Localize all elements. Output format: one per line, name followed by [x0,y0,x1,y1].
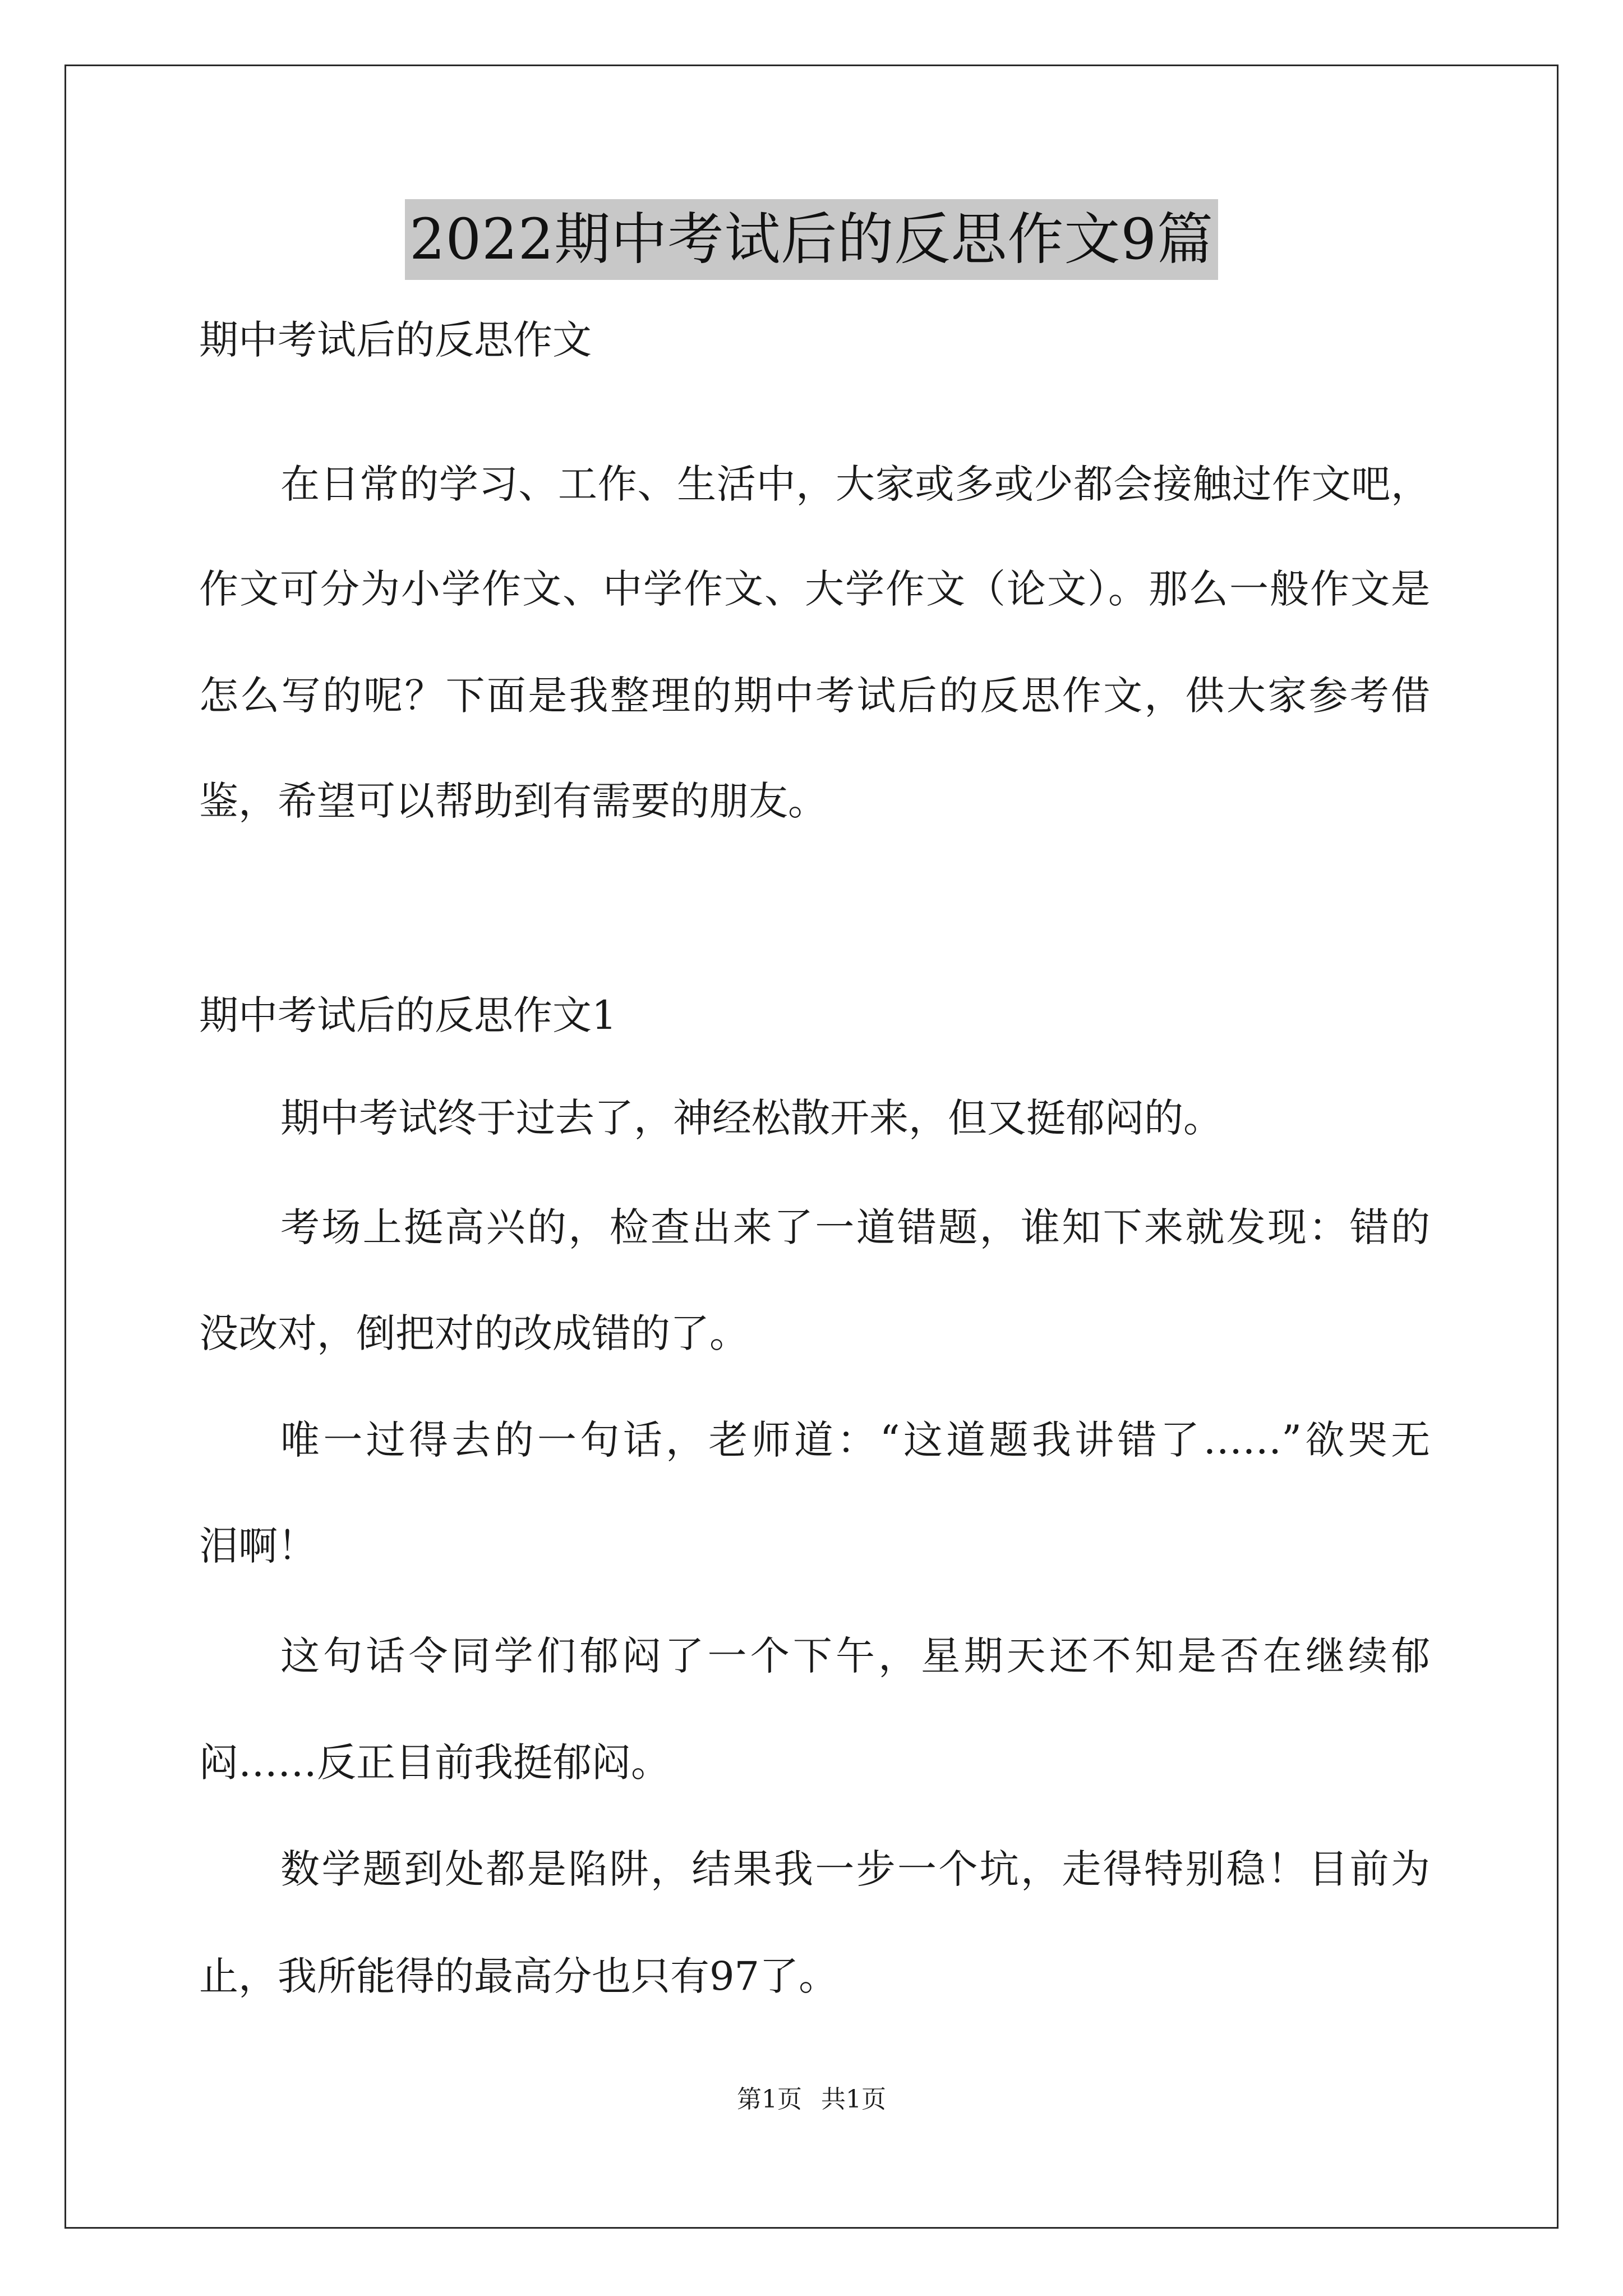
intro-paragraph-line: 鉴，希望可以帮助到有需要的朋友。 [199,778,827,824]
body-paragraph-line: 数学题到处都是陷阱，结果我一步一个坑，走得特别稳！目前为 [280,1846,1430,1892]
intro-paragraph-line: 怎么写的呢？下面是我整理的期中考试后的反思作文，供大家参考借 [199,673,1430,719]
page-footer [0,2084,1623,2115]
body-paragraph-line: 没改对，倒把对的改成错的了。 [199,1310,749,1356]
body-paragraph-line: 这句话令同学们郁闷了一个下午，星期天还不知是否在继续郁 [280,1633,1430,1679]
title-container [0,199,1623,280]
page-number: 第1页 [737,2085,802,2114]
intro-paragraph-line: 作文可分为小学作文、中学作文、大学作文（论文）。那么一般作文是 [199,566,1430,612]
page-total: 共1页 [821,2085,886,2114]
body-paragraph-line: 考场上挺高兴的，检查出来了一道错题，谁知下来就发现：错的 [280,1204,1430,1250]
body-paragraph-line: 唯一过得去的一句话，老师道：“这道题我讲错了……”欲哭无 [280,1417,1430,1463]
body-paragraph-line: 闷……反正目前我挺郁闷。 [199,1740,670,1786]
body-paragraph-line: 泪啊！ [199,1523,317,1569]
intro-paragraph-line: 在日常的学习、工作、生活中，大家或多或少都会接触过作文吧， [280,461,1430,507]
body-paragraph-line: 止，我所能得的最高分也只有97了。 [199,1953,838,1999]
document-title: 2022期中考试后的反思作文9篇 [405,199,1218,280]
body-paragraph-line: 期中考试终于过去了，神经松散开来，但又挺郁闷的。 [280,1095,1223,1141]
intro-heading: 期中考试后的反思作文 [199,317,592,363]
section-heading: 期中考试后的反思作文1 [199,992,617,1038]
page-border [64,65,1559,2229]
